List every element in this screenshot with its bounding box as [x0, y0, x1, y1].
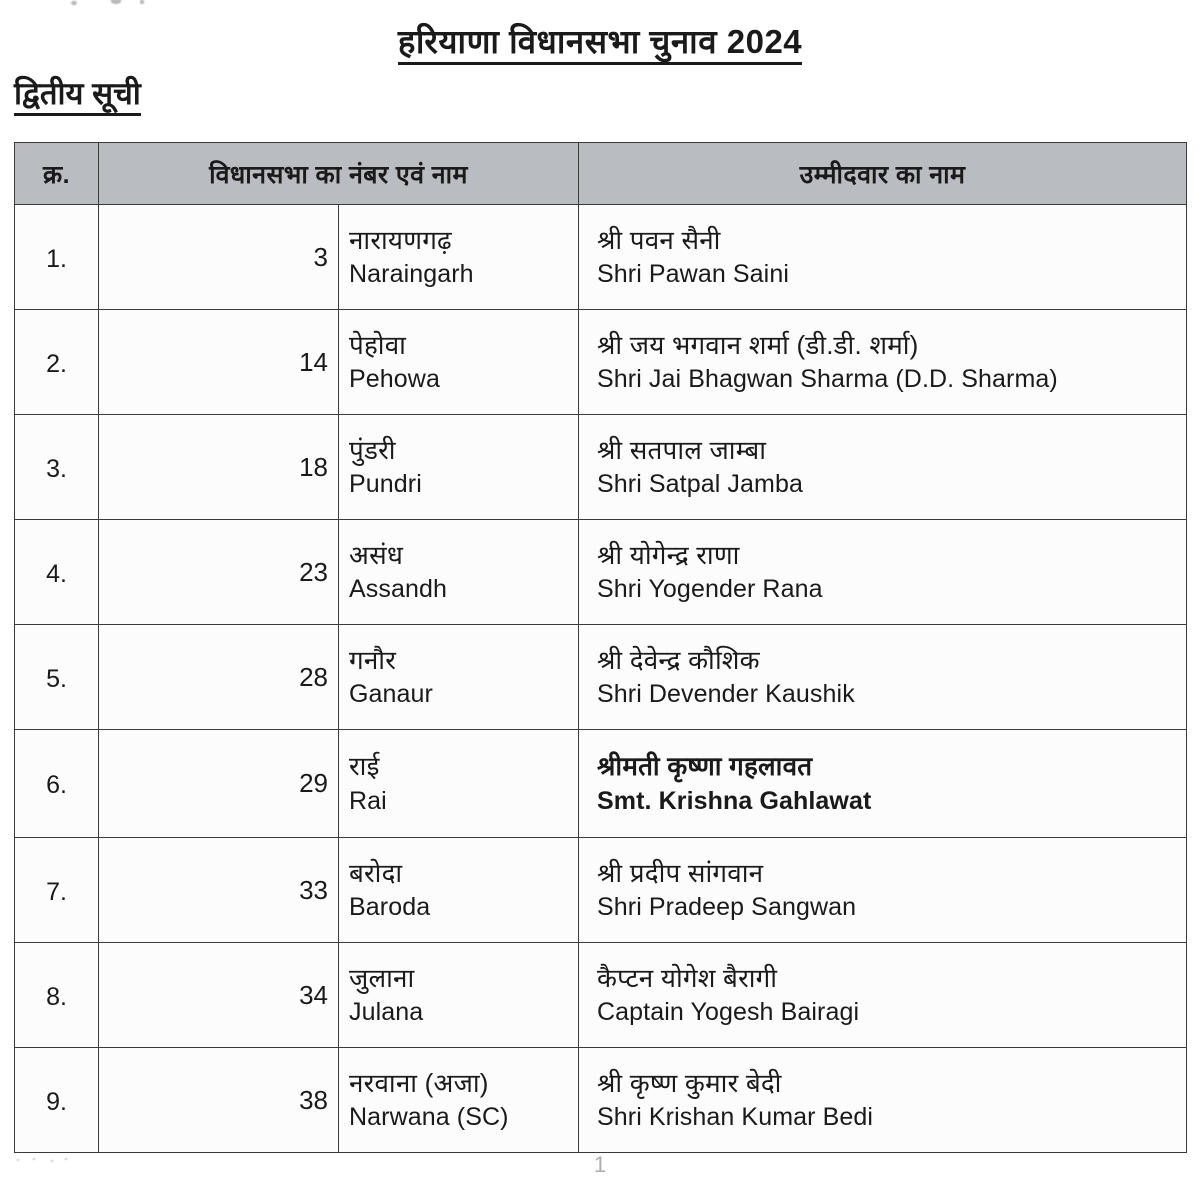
candidate-name-english: Shri Satpal Jamba — [597, 470, 803, 499]
constituency-name-hindi: राई — [349, 751, 380, 782]
cell-constituency-number: 23 — [99, 520, 339, 625]
cell-serial-number: 4. — [15, 520, 99, 625]
constituency-name-english: Naraingarh — [349, 260, 474, 289]
cell-candidate-name — [579, 730, 1187, 838]
table-row — [15, 310, 1187, 415]
candidate-name-hindi: श्री योगेन्द्र राणा — [597, 539, 740, 570]
cell-candidate-name — [579, 205, 1187, 310]
candidate-name-hindi: कैप्टन योगेश बैरागी — [597, 962, 778, 993]
cell-constituency-number: 34 — [99, 943, 339, 1048]
constituency-name-hindi: गनौर — [349, 644, 397, 675]
cell-candidate-name — [579, 625, 1187, 730]
cell-constituency-number: 14 — [99, 310, 339, 415]
page-title — [0, 18, 1200, 63]
page-title-text: हरियाणा विधानसभा चुनाव 2024 — [398, 23, 802, 65]
cell-serial-number: 5. — [15, 625, 99, 730]
constituency-name-hindi: नारायणगढ़ — [349, 224, 452, 255]
candidate-name-hindi: श्री देवेन्द्र कौशिक — [597, 644, 760, 675]
cell-candidate-name — [579, 943, 1187, 1048]
candidate-name-hindi: श्री पवन सैनी — [597, 224, 721, 255]
constituency-name-hindi: पेहोवा — [349, 329, 407, 360]
candidate-name-hindi: श्री सतपाल जाम्बा — [597, 434, 767, 465]
column-header-candidate: उम्मीदवार का नाम — [579, 143, 1187, 205]
candidate-name-english: Shri Pawan Saini — [597, 260, 789, 289]
table-row — [15, 730, 1187, 838]
cell-constituency-number: 33 — [99, 838, 339, 943]
column-header-serial-number: क्र. — [15, 143, 99, 205]
constituency-name-hindi: पुंडरी — [349, 434, 396, 465]
constituency-name-english: Julana — [349, 998, 424, 1027]
cell-constituency-number: 29 — [99, 730, 339, 838]
candidate-name-english: Shri Jai Bhagwan Sharma (D.D. Sharma) — [597, 365, 1058, 394]
candidate-name-english: Shri Pradeep Sangwan — [597, 893, 857, 922]
candidate-name-hindi: श्री कृष्ण कुमार बेदी — [597, 1067, 782, 1098]
table-row — [15, 838, 1187, 943]
cell-serial-number: 7. — [15, 838, 99, 943]
table-header-row — [15, 143, 1187, 205]
cell-constituency-name — [339, 520, 579, 625]
cell-constituency-number: 38 — [99, 1048, 339, 1153]
cell-constituency-name — [339, 415, 579, 520]
cell-serial-number: 3. — [15, 415, 99, 520]
constituency-name-hindi: नरवाना (अजा) — [349, 1067, 489, 1098]
candidate-name-hindi: श्री जय भगवान शर्मा (डी.डी. शर्मा) — [597, 329, 919, 360]
constituency-name-english: Ganaur — [349, 680, 433, 709]
cell-constituency-name — [339, 730, 579, 838]
candidate-name-hindi: श्री प्रदीप सांगवान — [597, 857, 764, 888]
table-row — [15, 205, 1187, 310]
cell-constituency-number: 3 — [99, 205, 339, 310]
table-body — [15, 205, 1187, 1153]
cell-serial-number: 2. — [15, 310, 99, 415]
cell-constituency-name — [339, 943, 579, 1048]
candidate-name-english: Shri Krishan Kumar Bedi — [597, 1103, 874, 1132]
cell-constituency-name — [339, 838, 579, 943]
cell-candidate-name — [579, 1048, 1187, 1153]
constituency-name-english: Narwana (SC) — [349, 1103, 509, 1132]
candidate-name-hindi: श्रीमती कृष्णा गहलावत — [597, 751, 813, 782]
table-row — [15, 415, 1187, 520]
cell-serial-number: 1. — [15, 205, 99, 310]
cell-candidate-name — [579, 838, 1187, 943]
cell-constituency-number: 28 — [99, 625, 339, 730]
column-header-constituency: विधानसभा का नंबर एवं नाम — [99, 143, 579, 205]
constituency-name-english: Assandh — [349, 575, 447, 604]
constituency-name-hindi: बरोदा — [349, 857, 403, 888]
scan-artifact-top — [56, 0, 176, 10]
table-row — [15, 943, 1187, 1048]
cell-constituency-name — [339, 1048, 579, 1153]
candidate-name-english: Shri Devender Kaushik — [597, 680, 855, 709]
constituency-name-english: Pundri — [349, 470, 422, 499]
cell-serial-number: 6. — [15, 730, 99, 838]
constituency-name-hindi: जुलाना — [349, 962, 415, 993]
cell-constituency-name — [339, 205, 579, 310]
table-row — [15, 625, 1187, 730]
cell-serial-number: 8. — [15, 943, 99, 1048]
candidate-list-table — [14, 142, 1187, 1153]
constituency-name-hindi: असंध — [349, 539, 404, 570]
candidate-name-english: Captain Yogesh Bairagi — [597, 998, 860, 1027]
page-subtitle — [14, 72, 141, 114]
cell-constituency-name — [339, 310, 579, 415]
scan-artifact-bottom — [8, 1155, 88, 1169]
cell-candidate-name — [579, 415, 1187, 520]
cell-candidate-name — [579, 310, 1187, 415]
cell-constituency-number: 18 — [99, 415, 339, 520]
page-number: 1 — [593, 1152, 607, 1177]
candidate-name-english: Smt. Krishna Gahlawat — [597, 786, 872, 815]
candidate-name-english: Shri Yogender Rana — [597, 575, 823, 604]
cell-constituency-name — [339, 625, 579, 730]
cell-candidate-name — [579, 520, 1187, 625]
table-row — [15, 520, 1187, 625]
table-row — [15, 1048, 1187, 1153]
cell-serial-number: 9. — [15, 1048, 99, 1153]
page-subtitle-text: द्वितीय सूची — [14, 76, 141, 116]
constituency-name-english: Rai — [349, 786, 387, 815]
constituency-name-english: Baroda — [349, 893, 431, 922]
constituency-name-english: Pehowa — [349, 365, 440, 394]
